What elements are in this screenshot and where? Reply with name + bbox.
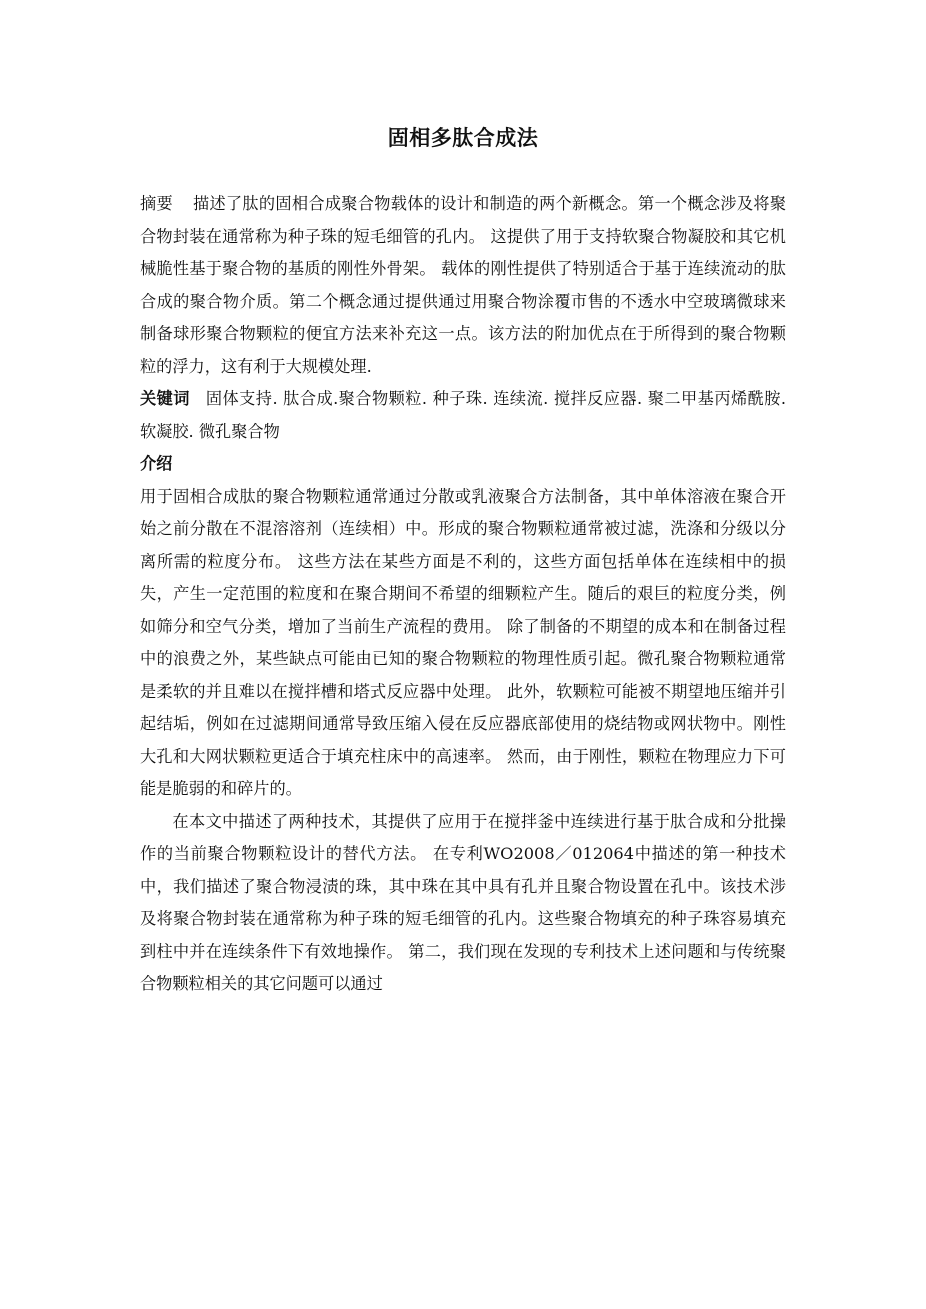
document-body	[140, 188, 786, 1001]
abstract-text: 描述了肽的固相合成聚合物载体的设计和制造的两个新概念。第一个概念涉及将聚合物封装在通常称为种子珠的短毛细管的孔内。 这提供了用于支持软聚合物凝胶和其它机械脆性基于聚合物的基质的刚性外骨架。 载体的刚性提供了特别适合于基于连续流动的肽合成的聚合物介质。第二个概念通过提供通过用聚合物涂覆市售的不透水中空玻璃微球来制备球形聚合物颗粒的便宜方法来补充这一点。该方法的附加优点在于所得到的聚合物颗粒的浮力，这有利于大规模处理.	[140, 194, 787, 376]
keywords-label: 关键词	[140, 389, 190, 408]
abstract-label: 摘要	[140, 194, 173, 213]
keywords-text: 固体支持. 肽合成.聚合物颗粒. 种子珠. 连续流. 搅拌反应器. 聚二甲基丙烯酰胺. 软凝胶. 微孔聚合物	[140, 389, 786, 441]
intro-paragraph-2: 在本文中描述了两种技术，其提供了应用于在搅拌釜中连续进行基于肽合成和分批操作的当前聚合物颗粒设计的替代方法。 在专利WO2008／012064中描述的第一种技术中，我们描述了聚合物浸渍的珠，其中珠在其中具有孔并且聚合物设置在孔中。该技术涉及将聚合物封装在通常称为种子珠的短毛细管的孔内。这些聚合物填充的种子珠容易填充到柱中并在连续条件下有效地操作。 第二，我们现在发现的专利技术上述问题和与传统聚合物颗粒相关的其它问题可以通过	[140, 811, 786, 993]
page-title: 固相多肽合成法	[387, 126, 539, 150]
abstract-paragraph	[140, 188, 786, 383]
intro-heading: 介绍	[140, 454, 173, 473]
keywords-paragraph	[140, 383, 786, 448]
intro-paragraph-1: 用于固相合成肽的聚合物颗粒通常通过分散或乳液聚合方法制备，其中单体溶液在聚合开始之前分散在不混溶溶剂（连续相）中。形成的聚合物颗粒通常被过滤，洗涤和分级以分离所需的粒度分布。 这些方法在某些方面是不利的，这些方面包括单体在连续相中的损失，产生一定范围的粒度和在聚合期间不希望的细颗粒产生。随后的艰巨的粒度分类，例如筛分和空气分类，增加了当前生产流程的费用。 除了制备的不期望的成本和在制备过程中的浪费之外，某些缺点可能由已知的聚合物颗粒的物理性质引起。微孔聚合物颗粒通常是柔软的并且难以在搅拌槽和塔式反应器中处理。 此外，软颗粒可能被不期望地压缩并引起结垢，例如在过滤期间通常导致压缩入侵在反应器底部使用的烧结物或网状物中。刚性大孔和大网状颗粒更适合于填充柱床中的高速率。 然而，由于刚性，颗粒在物理应力下可能是脆弱的和碎片的。	[140, 486, 786, 798]
